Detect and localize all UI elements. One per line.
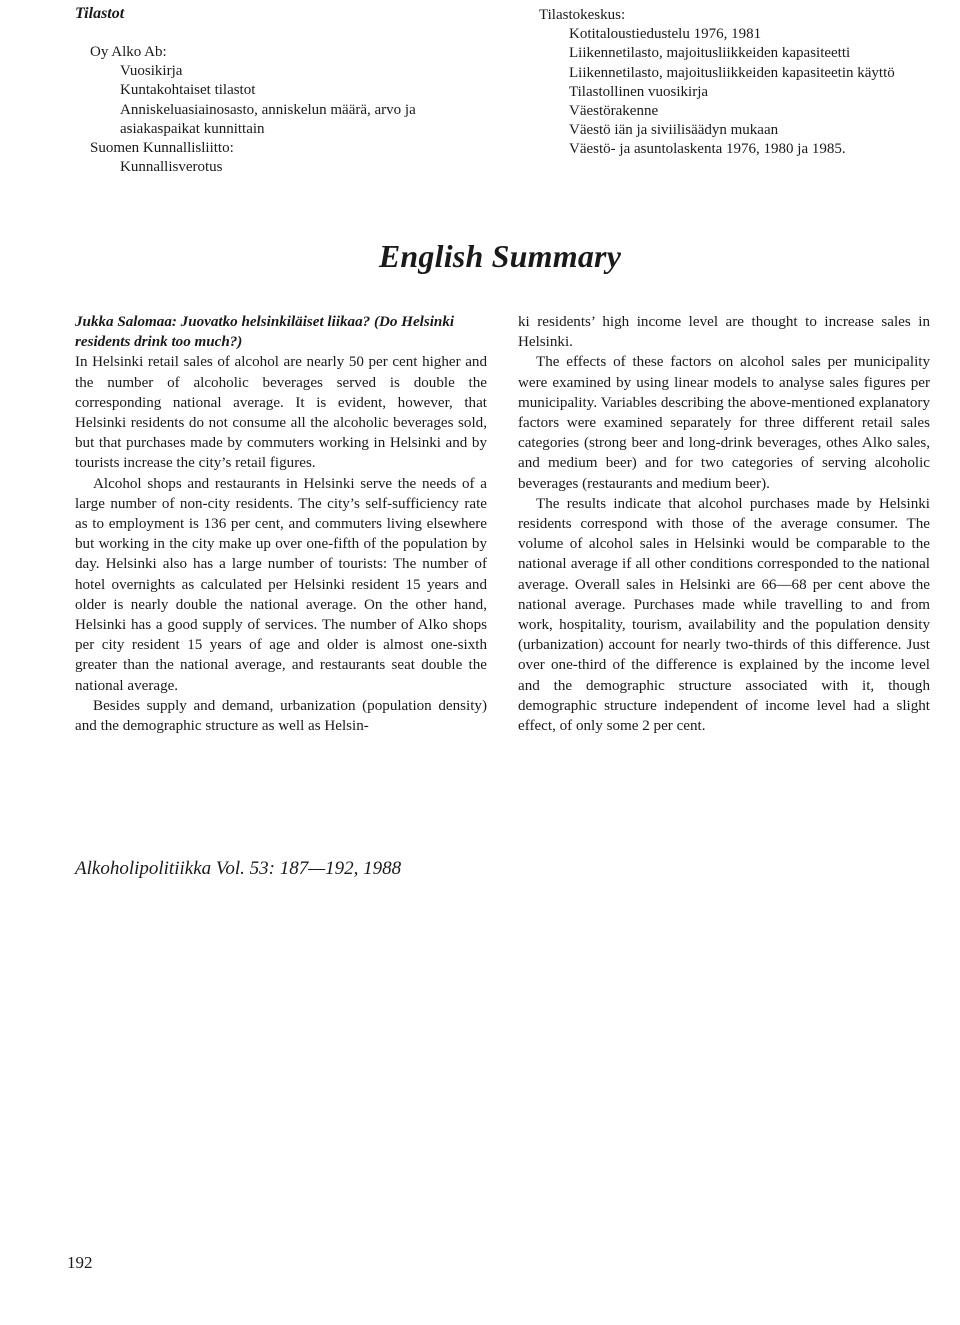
summary-column-right — [518, 312, 930, 736]
journal-reference: Alkoholipolitiikka Vol. 53: 187—192, 1988 — [75, 858, 402, 879]
source-line: Vuosikirja — [120, 63, 183, 80]
article-title: Jukka Salomaa: Juovatko helsinkiläiset liikaa? (Do Helsinki residents drink too much?) — [75, 314, 455, 351]
body-paragraph: Besides supply and demand, urbanization (population density) and the demographic structure as well as Helsin- — [75, 697, 487, 735]
page-number: 192 — [67, 1253, 93, 1272]
sources-list-left — [90, 43, 490, 177]
source-line: Kunnallisverotus — [120, 159, 223, 176]
section-label: Tilastot — [75, 5, 125, 22]
summary-heading: English Summary — [378, 238, 622, 274]
source-line: Anniskeluasiainosasto, anniskelun määrä, arvo ja asiakaspaikat kunnittain — [120, 101, 416, 137]
source-line: Väestö iän ja siviilisäädyn mukaan — [569, 122, 779, 139]
source-line: Väestörakenne — [569, 103, 659, 120]
body-paragraph: The effects of these factors on alcohol sales per municipality were examined by using linear models to analyse sales figures per municipality. Variables describing the above-mentioned explanatory factors were examined separately for three different retail sales categories (strong beer and long-drink beverages, othes Alko sales, and medium beer) and for two categories of serving alcoholic beverages (restaurants and medium beer). — [518, 354, 930, 492]
source-line: Oy Alko Ab: — [90, 44, 167, 60]
body-paragraph: In Helsinki retail sales of alcohol are nearly 50 per cent higher and the number of alcoholic beverages served is double the corresponding national average. It is evident, however, that Helsinki residents do not consume all the alcoholic beverages sold, but that purchases made by commuters working in Helsinki and by tourists increase the city’s retail figures. — [75, 354, 487, 472]
body-paragraph: The results indicate that alcohol purchases made by Helsinki residents correspond with those of the average consumer. The volume of alcohol sales in Helsinki would be comparable to the national average if all other conditions corresponded to the national average. Overall sales in Helsinki are 66—68 per cent above the national average. Purchases made while travelling to and from work, hospitality, tourism, availability and the population density (urbanization) account for nearly two-thirds of this difference. Just over one-third of the difference is explained by the income level and the demographic structure associated with it, though demographic structure independent of income level had a slight effect, of only some 2 per cent. — [518, 495, 930, 735]
body-paragraph: ki residents’ high income level are thought to increase sales in Helsinki. — [518, 314, 930, 351]
source-line: Liikennetilasto, majoitusliikkeiden kapasiteetin käyttö — [569, 64, 895, 81]
source-line: Kotitaloustiedustelu 1976, 1981 — [569, 26, 762, 43]
sources-list-right — [539, 6, 939, 160]
source-line: Väestö- ja asuntolaskenta 1976, 1980 ja 1985. — [569, 141, 846, 158]
source-line: Tilastokeskus: — [539, 7, 626, 23]
source-line: Kuntakohtaiset tilastot — [120, 82, 256, 99]
source-line: Tilastollinen vuosikirja — [569, 83, 709, 100]
body-paragraph: Alcohol shops and restaurants in Helsinki serve the needs of a large number of non-city residents. The city’s self-sufficiency rate as to employment is 136 per cent, and commuters living elsewhere but working in the city make up over one-fifth of the population by day. Helsinki also has a large number of tourists: The number of hotel overnights as calculated per Helsinki resident 15 years and older is nearly double the national average. On the other hand, Helsinki has a good supply of services. The number of Alko shops per city resident 15 years of age and older is almost one-sixth greater than the national average, and restaurants seat double the national average. — [75, 475, 487, 694]
source-line: Suomen Kunnallisliitto: — [90, 140, 234, 157]
summary-column-left — [75, 312, 487, 736]
source-line: Liikennetilasto, majoitusliikkeiden kapasiteetti — [569, 45, 851, 62]
